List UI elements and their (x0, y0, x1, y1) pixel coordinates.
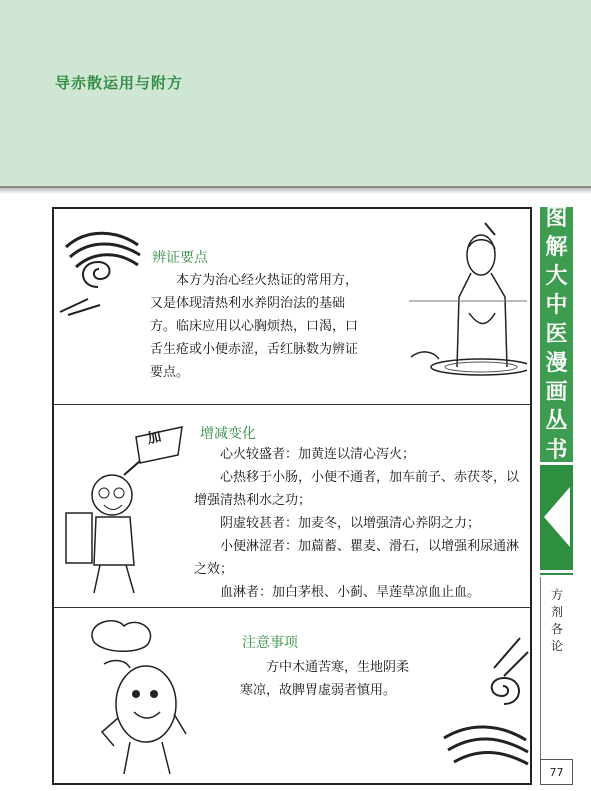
content-box (52, 207, 532, 785)
bathing-figure-illustration (409, 217, 527, 402)
section-label-char: 剂 (550, 605, 563, 619)
section-label (546, 587, 568, 655)
series-title-char: 图 (545, 205, 568, 231)
flag-label: 加 (145, 428, 163, 448)
cloud-swirl-illustration (58, 217, 142, 317)
page-number: 77 (540, 759, 573, 785)
series-title-char: 大 (545, 263, 568, 289)
paragraph: 心热移于小肠，小便不通者，加车前子、赤茯苓，以增强清热利水之功； (194, 470, 520, 508)
section-body (194, 443, 520, 604)
section-heading: 辨证要点 (152, 250, 208, 266)
header-band (0, 0, 591, 188)
section-key-points (54, 209, 530, 405)
paragraph: 方中木通苦寒，生地阴柔寒凉，故脾胃虚弱者慎用。 (240, 660, 410, 698)
series-title-bar (540, 207, 573, 465)
series-title-char: 画 (545, 379, 568, 405)
section-heading: 增减变化 (200, 426, 256, 442)
tab-divider (540, 573, 573, 575)
paragraph: 小便淋涩者：加萹蓄、瞿麦、滑石，以增强利尿通淋之效； (194, 539, 520, 577)
section-precautions (54, 608, 530, 783)
series-title-char: 丛 (545, 408, 568, 434)
series-title-char: 解 (545, 234, 568, 260)
header-shadow (0, 188, 591, 194)
page-title: 导赤散运用与附方 (55, 74, 184, 92)
worried-figure-illustration (74, 614, 194, 782)
sidebar-rule (540, 577, 541, 785)
section-label-char: 方 (550, 588, 563, 602)
paragraph: 本方为治心经火热证的常用方，又是体现清热利水养阴治法的基础方。临床应用以心胸烦热，口渴，口舌生疮或小便赤涩，舌红脉数为辨证要点。 (150, 273, 359, 380)
section-tab (540, 465, 573, 570)
paragraph: 阴虚较甚者：加麦冬，以增强清心养阴之力； (220, 516, 481, 531)
tab-arrow-icon (540, 465, 573, 570)
section-heading: 注意事项 (242, 635, 298, 651)
child-with-flag-illustration (64, 425, 188, 597)
cloud-swirl-illustration (434, 628, 530, 782)
sidebar (540, 207, 573, 785)
section-modifications (54, 405, 530, 608)
section-label-char: 论 (550, 639, 563, 653)
series-title-char: 医 (545, 321, 568, 347)
section-body (150, 269, 360, 384)
paragraph: 血淋者：加白茅根、小蓟、旱莲草凉血止血。 (220, 585, 481, 600)
paragraph: 心火较盛者：加黄连以清心泻火； (220, 447, 416, 462)
section-label-char: 各 (550, 622, 563, 636)
series-title-char: 中 (545, 292, 568, 318)
section-body (240, 656, 410, 702)
series-title-char: 漫 (545, 350, 568, 376)
series-title-char: 书 (545, 437, 568, 463)
